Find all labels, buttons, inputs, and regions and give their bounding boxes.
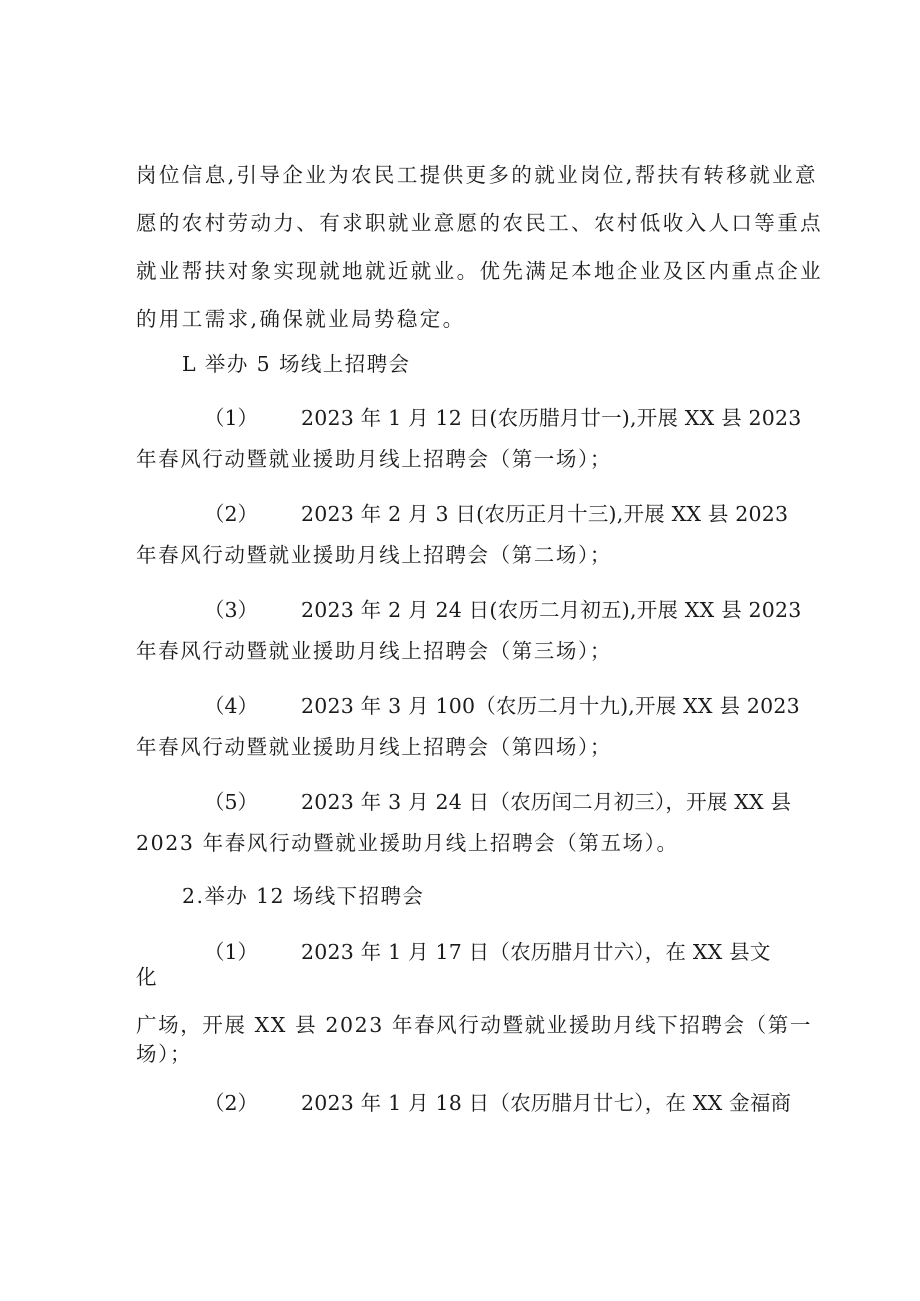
item-continuation: 年春风行动暨就业援助月线上招聘会（第二场）； <box>136 543 612 567</box>
section-heading-offline: 2.举办 12 场线下招聘会 <box>182 884 425 908</box>
item-continuation: 场）； <box>136 1042 193 1066</box>
item-text: 2023 年 2 月 3 日(农历正月十三),开展 XX 县 2023 <box>301 502 789 526</box>
item-number: （5） <box>204 790 259 814</box>
section-heading-online: L 举办 5 场线上招聘会 <box>182 352 411 376</box>
item-continuation: 年春风行动暨就业援助月线上招聘会（第三场）； <box>136 639 612 663</box>
item-text: 2023 年 1 月 18 日（农历腊月廿七），在 XX 金福商 <box>301 1091 792 1115</box>
item-continuation: 广场，开展 XX 县 2023 年春风行动暨就业援助月线下招聘会（第一 <box>136 1013 812 1037</box>
item-continuation: 化 <box>136 965 159 989</box>
item-number: （2） <box>204 1091 259 1115</box>
item-text: 2023 年 3 月 24 日（农历闰二月初三），开展 XX 县 <box>301 790 792 814</box>
item-number: （4） <box>204 694 259 718</box>
item-number: （1） <box>204 406 259 430</box>
item-continuation: 年春风行动暨就业援助月线上招聘会（第四场）； <box>136 735 612 759</box>
item-text: 2023 年 1 月 17 日（农历腊月廿六），在 XX 县文 <box>301 940 771 964</box>
intro-line: 愿的农村劳动力、有求职就业意愿的农民工、农村低收入人口等重点 <box>136 211 823 235</box>
intro-line: 就业帮扶对象实现就地就近就业。优先满足本地企业及区内重点企业 <box>136 259 823 283</box>
intro-line: 岗位信息,引导企业为农民工提供更多的就业岗位,帮扶有转移就业意 <box>136 163 818 187</box>
item-text: 2023 年 3 月 100（农历二月十九),开展 XX 县 2023 <box>301 694 800 718</box>
item-number: （1） <box>204 940 259 964</box>
item-continuation: 2023 年春风行动暨就业援助月线上招聘会（第五场）。 <box>136 831 679 855</box>
item-number: （3） <box>204 598 259 622</box>
item-text: 2023 年 2 月 24 日(农历二月初五),开展 XX 县 2023 <box>301 598 802 622</box>
item-number: （2） <box>204 502 259 526</box>
item-continuation: 年春风行动暨就业援助月线上招聘会（第一场）； <box>136 447 612 471</box>
intro-line: 的用工需求,确保就业局势稳定。 <box>136 307 466 331</box>
item-text: 2023 年 1 月 12 日(农历腊月廿一),开展 XX 县 2023 <box>301 406 802 430</box>
